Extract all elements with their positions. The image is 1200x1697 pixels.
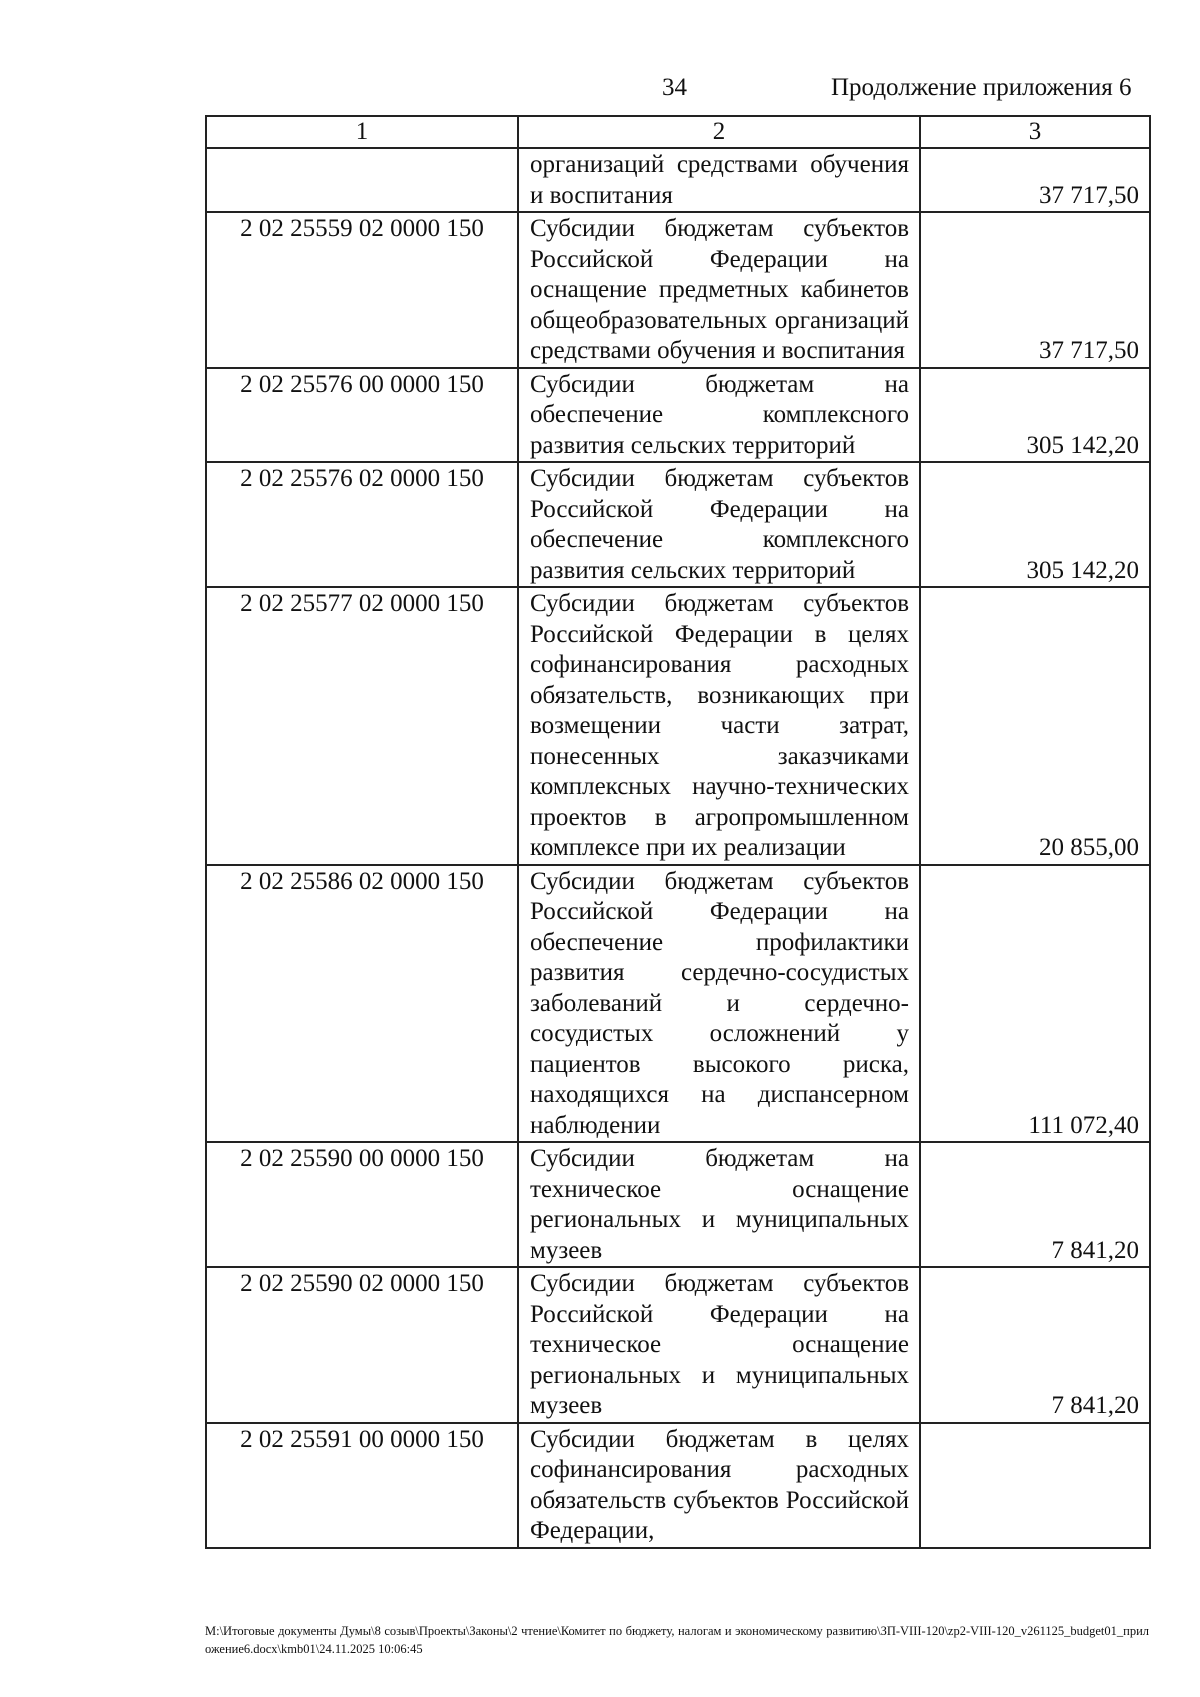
row-amount: 305 142,20 bbox=[920, 462, 1150, 587]
table-row bbox=[206, 587, 1150, 865]
row-description: Субсидии бюджетам субъектов Российской Федерации в целях софинансирования расходных обязательств, возникающих при возмещении части затрат, понесенных заказчиками комплексных научно-технических проектов в агропромышленном комплексе при их реализации bbox=[518, 587, 920, 865]
row-amount: 20 855,00 bbox=[920, 587, 1150, 865]
table-row bbox=[206, 368, 1150, 463]
row-description: Субсидии бюджетам субъектов Российской Федерации на оснащение предметных кабинетов общеобразовательных организаций средствами обучения и воспитания bbox=[518, 212, 920, 368]
page-number: 34 bbox=[662, 74, 687, 101]
row-code: 2 02 25591 00 0000 150 bbox=[206, 1423, 518, 1548]
table-row bbox=[206, 1142, 1150, 1267]
row-code: 2 02 25586 02 0000 150 bbox=[206, 865, 518, 1143]
footer-file-path: М:\Итоговые документы Думы\8 созыв\Проекты\Законы\2 чтение\Комитет по бюджету, налогам и экономическому развитию\ЗП-VIII-120\zp2-VIII-120_v261125_budget01_приложение6.docx\kmb01\24.11.2025 10:06:45 bbox=[205, 1624, 1149, 1656]
row-code: 2 02 25576 00 0000 150 bbox=[206, 368, 518, 463]
row-description: Субсидии бюджетам на обеспечение комплексного развития сельских территорий bbox=[518, 368, 920, 463]
table-row bbox=[206, 148, 1150, 212]
column-header-amount: 3 bbox=[920, 116, 1150, 148]
column-header-description: 2 bbox=[518, 116, 920, 148]
row-description: Субсидии бюджетам в целях софинансирования расходных обязательств субъектов Российской Федерации, bbox=[518, 1423, 920, 1548]
row-description: Субсидии бюджетам субъектов Российской Федерации на обеспечение профилактики развития сердечно-сосудистых заболеваний и сердечно-сосудистых осложнений у пациентов высокого риска, находящихся на диспансерном наблюдении bbox=[518, 865, 920, 1143]
table-row bbox=[206, 462, 1150, 587]
table-header-row bbox=[206, 116, 1150, 148]
row-code: 2 02 25559 02 0000 150 bbox=[206, 212, 518, 368]
table-row bbox=[206, 1423, 1150, 1548]
row-amount: 7 841,20 bbox=[920, 1267, 1150, 1423]
row-code: 2 02 25590 02 0000 150 bbox=[206, 1267, 518, 1423]
row-amount: 37 717,50 bbox=[920, 148, 1150, 212]
row-description: Субсидии бюджетам на техническое оснащение региональных и муниципальных музеев bbox=[518, 1142, 920, 1267]
row-code: 2 02 25576 02 0000 150 bbox=[206, 462, 518, 587]
row-amount: 37 717,50 bbox=[920, 212, 1150, 368]
row-code: 2 02 25577 02 0000 150 bbox=[206, 587, 518, 865]
row-code: 2 02 25590 00 0000 150 bbox=[206, 1142, 518, 1267]
table-row bbox=[206, 865, 1150, 1143]
row-amount: 111 072,40 bbox=[920, 865, 1150, 1143]
row-amount bbox=[920, 1423, 1150, 1548]
row-description: Субсидии бюджетам субъектов Российской Федерации на техническое оснащение региональных и муниципальных музеев bbox=[518, 1267, 920, 1423]
table-row bbox=[206, 212, 1150, 368]
row-description: организаций средствами обучения и воспитания bbox=[518, 148, 920, 212]
budget-table bbox=[205, 115, 1151, 1549]
row-amount: 305 142,20 bbox=[920, 368, 1150, 463]
page-caption: Продолжение приложения 6 bbox=[831, 74, 1132, 101]
row-description: Субсидии бюджетам субъектов Российской Федерации на обеспечение комплексного развития сельских территорий bbox=[518, 462, 920, 587]
column-header-code: 1 bbox=[206, 116, 518, 148]
row-code bbox=[206, 148, 518, 212]
row-amount: 7 841,20 bbox=[920, 1142, 1150, 1267]
table-row bbox=[206, 1267, 1150, 1423]
